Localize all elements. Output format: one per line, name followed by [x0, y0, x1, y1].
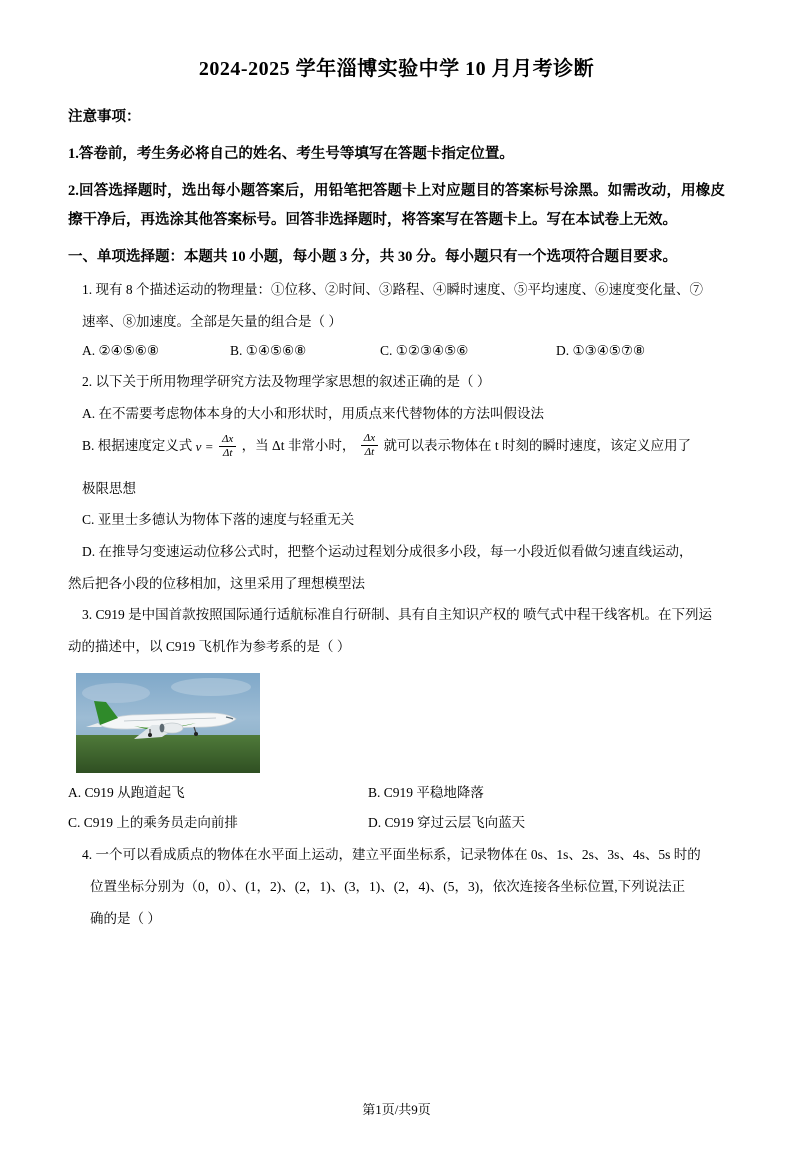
question-4-stem-line1 — [68, 841, 725, 869]
formula-fraction-2-numerator: Δx — [361, 432, 378, 446]
notice-item-1: 1.答卷前，考生务必将自己的姓名、考生号等填写在答题卡指定位置。 — [68, 146, 514, 162]
question-2-option-d-line1[interactable]: D. 在推导匀变速运动位移公式时，把整个运动过程划分成很多小段，每一小段近似看做匀速直线运动， — [82, 543, 693, 559]
formula-equals: = — [204, 438, 214, 454]
question-3-stem-line2: 动的描述中，以 C919 飞机作为参考系的是（ ） — [68, 638, 351, 654]
question-1-option-a[interactable]: A. ②④⑤⑥⑧ — [82, 343, 160, 359]
question-1-number: 1. — [82, 282, 93, 297]
question-1-option-b[interactable]: B. ①④⑤⑥⑧ — [230, 343, 307, 359]
question-4-text: 一个可以看成质点的物体在水平面上运动，建立平面坐标系，记录物体在 0s、1s、2s、3s、4s、5s 时的 — [95, 847, 701, 863]
formula-fraction-1 — [219, 433, 236, 459]
question-2-option-a[interactable]: A. 在不需要考虑物体本身的大小和形状时，用质点来代替物体的方法叫假设法 — [82, 406, 544, 422]
section-heading-1: 一、单项选择题：本题共 10 小题，每小题 3 分，共 30 分。每小题只有一个选项符合题目要求。 — [68, 249, 677, 265]
formula-fraction-1-denominator: Δt — [222, 446, 233, 459]
question-3-stem-line1 — [68, 601, 725, 629]
page-title: 2024-2025 学年淄博实验中学 10 月月考诊断 — [198, 58, 595, 80]
question-3-number: 3. — [82, 607, 93, 623]
question-2-option-b[interactable] — [68, 432, 725, 461]
formula-fraction-2-denominator: Δt — [364, 446, 375, 459]
question-2-option-b-mid: ，当 Δt 非常小时， — [241, 437, 356, 453]
airplane-illustration — [76, 673, 260, 773]
question-3-options-row1 — [68, 779, 725, 807]
question-3-option-b[interactable]: B. C919 平稳地降落 — [368, 784, 484, 800]
question-2-text: 以下关于所用物理学研究方法及物理学家思想的叙述正确的是（ ） — [95, 374, 491, 390]
question-3-text: C919 是中国首款按照国际通行适航标准自行研制、具有自主知识产权的 喷气式中程干线客机。在下列运 — [95, 607, 713, 623]
formula-v-symbol: v — [195, 438, 202, 454]
question-3-option-c[interactable]: C. C919 上的乘务员走向前排 — [68, 814, 238, 830]
question-4-number: 4. — [82, 847, 93, 863]
velocity-definition-formula — [196, 433, 239, 461]
question-3-option-d[interactable]: D. C919 穿过云层飞向蓝天 — [368, 814, 526, 830]
page-footer: 第1页/共9页 — [362, 1102, 431, 1117]
formula-fraction-2 — [361, 432, 378, 458]
question-1-option-d[interactable]: D. ①③④⑤⑦⑧ — [556, 343, 646, 359]
question-1-stem-line2: 速率、⑧加速度。全部是矢量的组合是（ ） — [82, 313, 342, 329]
question-1-text: 现有 8 个描述运动的物理量：①位移、②时间、③路程、④瞬时速度、⑤平均速度、⑥速度变化量、⑦ — [95, 282, 703, 297]
exam-page — [0, 52, 793, 1174]
question-3-options-row2 — [68, 809, 725, 837]
question-1-options — [68, 337, 725, 364]
question-2-option-b-post: 就可以表示物体在 t 时刻的瞬时速度，该定义应用了 — [383, 437, 691, 453]
question-2-option-b-pre: B. 根据速度定义式 — [82, 437, 193, 453]
question-2-option-c[interactable]: C. 亚里士多德认为物体下落的速度与轻重无关 — [82, 512, 355, 528]
question-2-option-b-line2: 极限思想 — [82, 480, 136, 496]
question-2-option-d-line2: 然后把各小段的位移相加，这里采用了理想模型法 — [68, 575, 365, 591]
question-4-stem-line3: 确的是（ ） — [90, 910, 161, 926]
notice-heading: 注意事项： — [68, 109, 141, 125]
question-2-number: 2. — [82, 374, 93, 390]
formula-fraction-1-numerator: Δx — [219, 433, 236, 447]
question-1-option-c[interactable]: C. ①②③④⑤⑥ — [380, 343, 469, 359]
question-3-option-a[interactable]: A. C919 从跑道起飞 — [68, 784, 185, 800]
notice-item-2: 2.回答选择题时，选出每小题答案后，用铅笔把答题卡上对应题目的答案标号涂黑。如需改动，用橡皮擦干净后，再选涂其他答案标号。回答非选择题时，将答案写在答题卡上。写在本试卷上无效。 — [68, 183, 725, 228]
c919-airplane-image — [76, 673, 260, 773]
question-1-stem-line1 — [68, 276, 725, 304]
question-4-stem-line2: 位置坐标分别为（0，0）、(1，2)、(2，1)、(3，1)、(2，4)、(5，3)，依次连接各坐标位置,下列说法正 — [90, 879, 686, 894]
question-2-stem — [68, 368, 725, 396]
